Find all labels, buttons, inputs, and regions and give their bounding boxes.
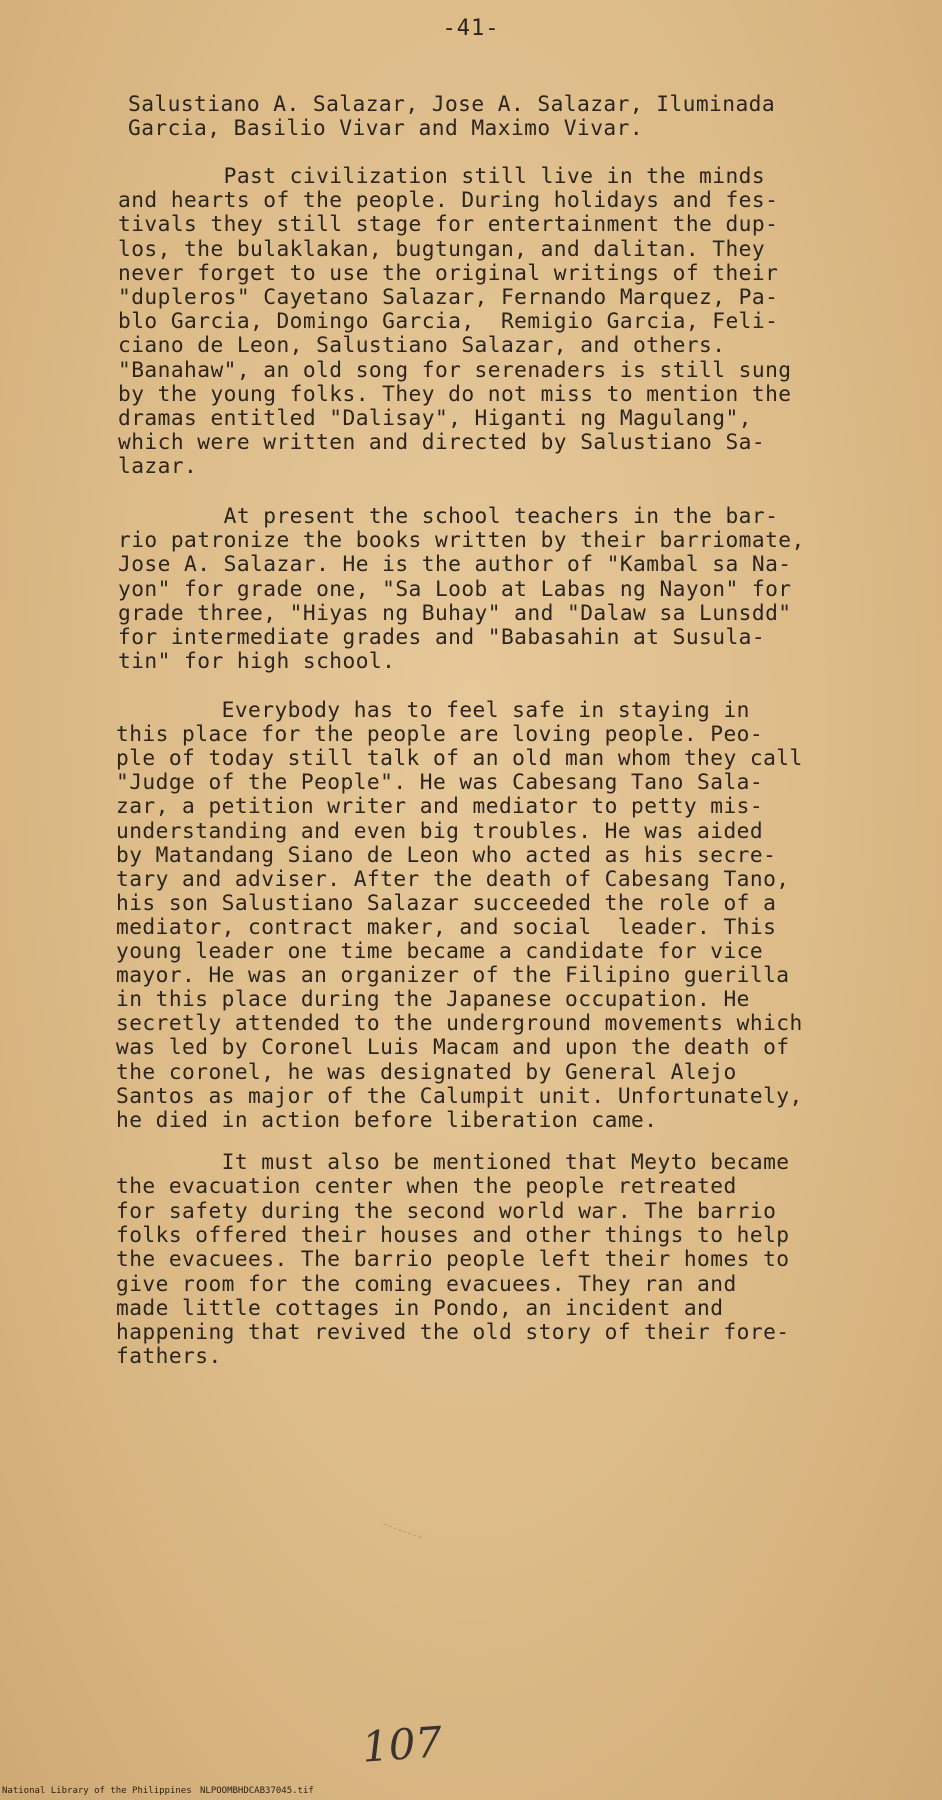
- paragraph-4-line: this place for the people are loving people. Peo-: [116, 721, 764, 747]
- paragraph-2-line: which were written and directed by Salustiano Sa-: [118, 429, 766, 455]
- paragraph-2-line: ciano de Leon, Salustiano Salazar, and others.: [118, 332, 726, 358]
- paragraph-4-line: young leader one time became a candidate for vice: [116, 938, 764, 963]
- paragraph-3-line: Jose A. Salazar. He is the author of "Kambal sa Na-: [118, 551, 792, 577]
- footer-library-name: National Library of the Philippines: [2, 1786, 192, 1796]
- paragraph-2-line: by the young folks. They do not miss to mention the: [118, 380, 792, 406]
- paragraph-4-line: mayor. He was an organizer of the Filipino guerilla: [116, 962, 790, 988]
- paragraph-2-line: dramas entitled "Dalisay", Higanti ng Magulang",: [118, 405, 752, 430]
- paragraph-4-line: "Judge of the People". He was Cabesang Tano Sala-: [116, 769, 764, 795]
- paragraph-4-line: understanding and even big troubles. He was aided: [116, 817, 764, 843]
- paragraph-4-line: by Matandang Siano de Leon who acted as his secre-: [116, 841, 777, 867]
- paragraph-4-line: Santos as major of the Calumpit unit. Unfortunately,: [116, 1082, 803, 1108]
- paragraph-2-line: los, the bulaklakan, bugtungan, and dalitan. They: [118, 235, 766, 261]
- paragraph-4-line: his son Salustiano Salazar succeeded the role of a: [116, 889, 777, 915]
- handwritten-folio-number: 107: [360, 1717, 444, 1772]
- paragraph-4-line: tary and adviser. After the death of Cabesang Tano,: [116, 865, 790, 891]
- paragraph-4-line: mediator, contract maker, and social leader. This: [116, 913, 777, 939]
- paragraph-1-line: Salustiano A. Salazar, Jose A. Salazar, Iluminada: [128, 91, 776, 116]
- ink-smudge: [379, 1524, 422, 1552]
- paragraph-1-line: Garcia, Basilio Vivar and Maximo Vivar.: [128, 115, 644, 140]
- paragraph-4-line: the coronel, he was designated by General Alejo: [116, 1058, 737, 1084]
- paragraph-2-line: tivals they still stage for entertainment the dup-: [118, 211, 779, 237]
- footer-file-name: NLPOOMBHDCAB37045.tif: [200, 1786, 314, 1796]
- paragraph-4-line: ple of today still talk of an old man whom they call: [116, 745, 803, 771]
- paragraph-4-line: he died in action before liberation came.: [116, 1106, 658, 1132]
- paragraph-5-line: folks offered their houses and other things to help: [116, 1221, 790, 1247]
- paragraph-4-line: Everybody has to feel safe in staying in: [116, 697, 750, 722]
- paragraph-5-line: give room for the coming evacuees. They ran and: [116, 1270, 737, 1296]
- paragraph-5-line: the evacuees. The barrio people left their homes to: [116, 1246, 790, 1272]
- paragraph-2-line: "Banahaw", an old song for serenaders is still sung: [118, 356, 792, 382]
- paragraph-5-line: happening that revived the old story of their fore-: [116, 1319, 790, 1345]
- paragraph-3-line: At present the school teachers in the bar-: [118, 503, 779, 528]
- paragraph-2-line: and hearts of the people. During holidays and fes-: [118, 187, 779, 213]
- paragraph-2-line: blo Garcia, Domingo Garcia, Remigio Garcia, Feli-: [118, 308, 779, 334]
- paragraph-5-line: for safety during the second world war. The barrio: [116, 1197, 777, 1223]
- paragraph-3-line: yon" for grade one, "Sa Loob at Labas ng Nayon" for: [118, 575, 792, 601]
- paragraph-3-line: rio patronize the books written by their barriomate,: [118, 527, 805, 553]
- paragraph-4-line: secretly attended to the underground movements which: [116, 1010, 803, 1036]
- paragraph-3-line: grade three, "Hiyas ng Buhay" and "Dalaw sa Lunsdd": [118, 599, 792, 625]
- paragraph-3-line: for intermediate grades and "Babasahin at Susula-: [118, 624, 766, 649]
- paragraph-5-line: fathers.: [116, 1343, 222, 1369]
- page-number: -41-: [442, 16, 500, 41]
- paragraph-4-line: in this place during the Japanese occupation. He: [116, 986, 750, 1012]
- paragraph-2-line: "dupleros" Cayetano Salazar, Fernando Marquez, Pa-: [118, 284, 779, 309]
- paragraph-3-line: tin" for high school.: [118, 648, 396, 674]
- paragraph-2-line: lazar.: [118, 453, 198, 479]
- paragraph-2-line: Past civilization still live in the minds: [118, 163, 766, 188]
- paragraph-5-line: It must also be mentioned that Meyto became: [116, 1149, 790, 1174]
- paragraph-4-line: zar, a petition writer and mediator to petty mis-: [116, 793, 764, 819]
- paragraph-5-line: the evacuation center when the people retreated: [116, 1173, 737, 1199]
- paragraph-4-line: was led by Coronel Luis Macam and upon the death of: [116, 1034, 790, 1060]
- paragraph-5-line: made little cottages in Pondo, an incident and: [116, 1294, 724, 1320]
- paragraph-2-line: never forget to use the original writings of their: [118, 259, 779, 285]
